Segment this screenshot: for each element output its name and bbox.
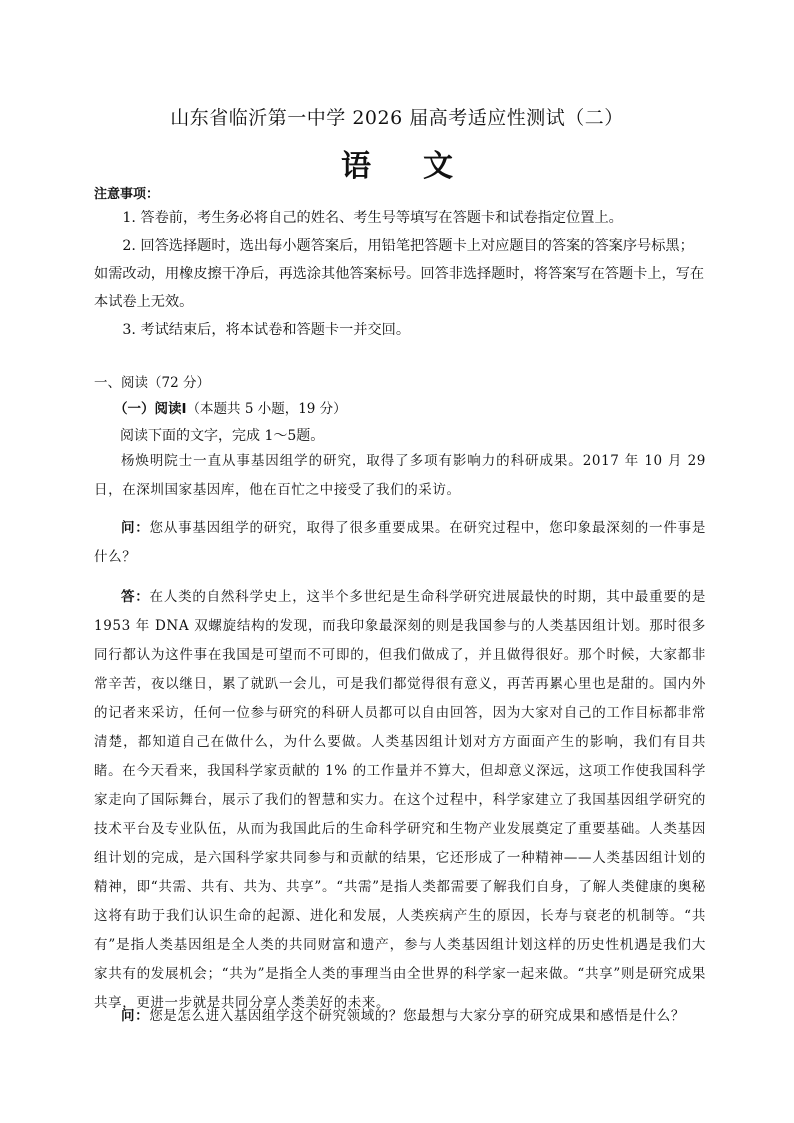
subject-char-1: 语: [341, 149, 371, 184]
answer-1-label: 答：: [121, 589, 150, 605]
question-2-paragraph: [94, 1002, 706, 1031]
section-title: 一、阅读（72 分）: [94, 375, 210, 391]
question-2: [94, 1002, 706, 1031]
subsection-label: （一）阅读Ⅰ: [114, 401, 187, 417]
question-2-text: 您是怎么进入基因组学这个研究领域的？您最想与大家分享的研究成果和感悟是什么？: [149, 1008, 686, 1024]
question-1-paragraph: [94, 514, 706, 572]
notes-heading: 注意事项：: [94, 187, 160, 202]
notes-list: [94, 204, 706, 344]
subsection-note: （本题共 5 小题，19 分）: [186, 401, 347, 417]
question-1-text: 您从事基因组学的研究，取得了很多重要成果。在研究过程中，您印象最深刻的一件事是什么？: [94, 520, 706, 565]
answer-1-paragraph: [94, 583, 706, 1018]
answer-1-text: 在人类的自然科学史上，这半个多世纪是生命科学研究进展最快的时期，其中最重要的是 1953 年 DNA 双螺旋结构的发现，而我印象最深刻的则是我国参与的人类基因组计划。那时很多同行都认为这件事在我国是可望而不可即的，但我们做成了，并且做得很好。那个时候，大家都非常辛苦，夜以继日，累了就趴一会儿，可是我们都觉得很有意义，再苦再累心里也是甜的。国内外的记者来采访，任何一位参与研究的科研人员都可以自由回答，因为大家对自己的工作目标都非常清楚，都知道自己在做什么，为什么要做。人类基因组计划对方方面面产生的影响，我们有目共睹。在今天看来，我国科学家贡献的 1% 的工作量并不算大，但却意义深远，这项工作使我国科学家走向了国际舞台，展示了我们的智慧和实力。在这个过程中，科学家建立了我国基因组学研究的技术平台及专业队伍，从而为我国此后的生命科学研究和生物产业发展奠定了重要基础。人类基因组计划的完成，是六国科学家共同参与和贡献的结果，它还形成了一种精神——人类基因组计划的精神，即“共需、共有、共为、共享”。“共需”是指人类都需要了解我们自身，了解人类健康的奥秘这将有助于我们认识生命的起源、进化和发展，人类疾病产生的原因，长寿与衰老的机制等。“共有”是指人类基因组是全人类的共同财富和遗产，参与人类基因组计划这样的历史性机遇是我们大家共有的发展机会；“共为”是指全人类的事理当由全世界的科学家一起来做。“共享”则是研究成果共享，更进一步就是共同分享人类美好的未来。: [94, 589, 706, 1011]
note-item-1: 1. 答卷前，考生务必将自己的姓名、考生号等填写在答题卡和试卷指定位置上。: [122, 210, 623, 226]
subject-title: [0, 141, 794, 185]
answer-1: [94, 583, 706, 1018]
intro-paragraph: 杨焕明院士一直从事基因组学的研究，取得了多项有影响力的科研成果。2017 年 10 月 29 日，在深圳国家基因库，他在百忙之中接受了我们的采访。: [94, 453, 706, 498]
note-item-3: 3. 考试结束后，将本试卷和答题卡一并交回。: [122, 322, 411, 338]
question-1-label: 问：: [121, 520, 150, 536]
question-1: [94, 514, 706, 572]
reading-instruction: 阅读下面的文字，完成 1～5题。: [120, 428, 325, 444]
article-intro: [94, 447, 706, 505]
note-item-2: 2. 回答选择题时，选出每小题答案后，用铅笔把答题卡上对应题目的答案的答案序号标黑；如需改动，用橡皮擦干净后，再选涂其他答案标号。回答非选择题时，将答案写在答题卡上，写在本试卷上无效。: [94, 238, 705, 310]
question-2-label: 问：: [121, 1008, 150, 1024]
exam-title: 山东省临沂第一中学 2026 届高考适应性测试（二）: [170, 107, 624, 129]
subject-char-2: 文: [423, 149, 453, 184]
subsection-title: [114, 397, 726, 421]
